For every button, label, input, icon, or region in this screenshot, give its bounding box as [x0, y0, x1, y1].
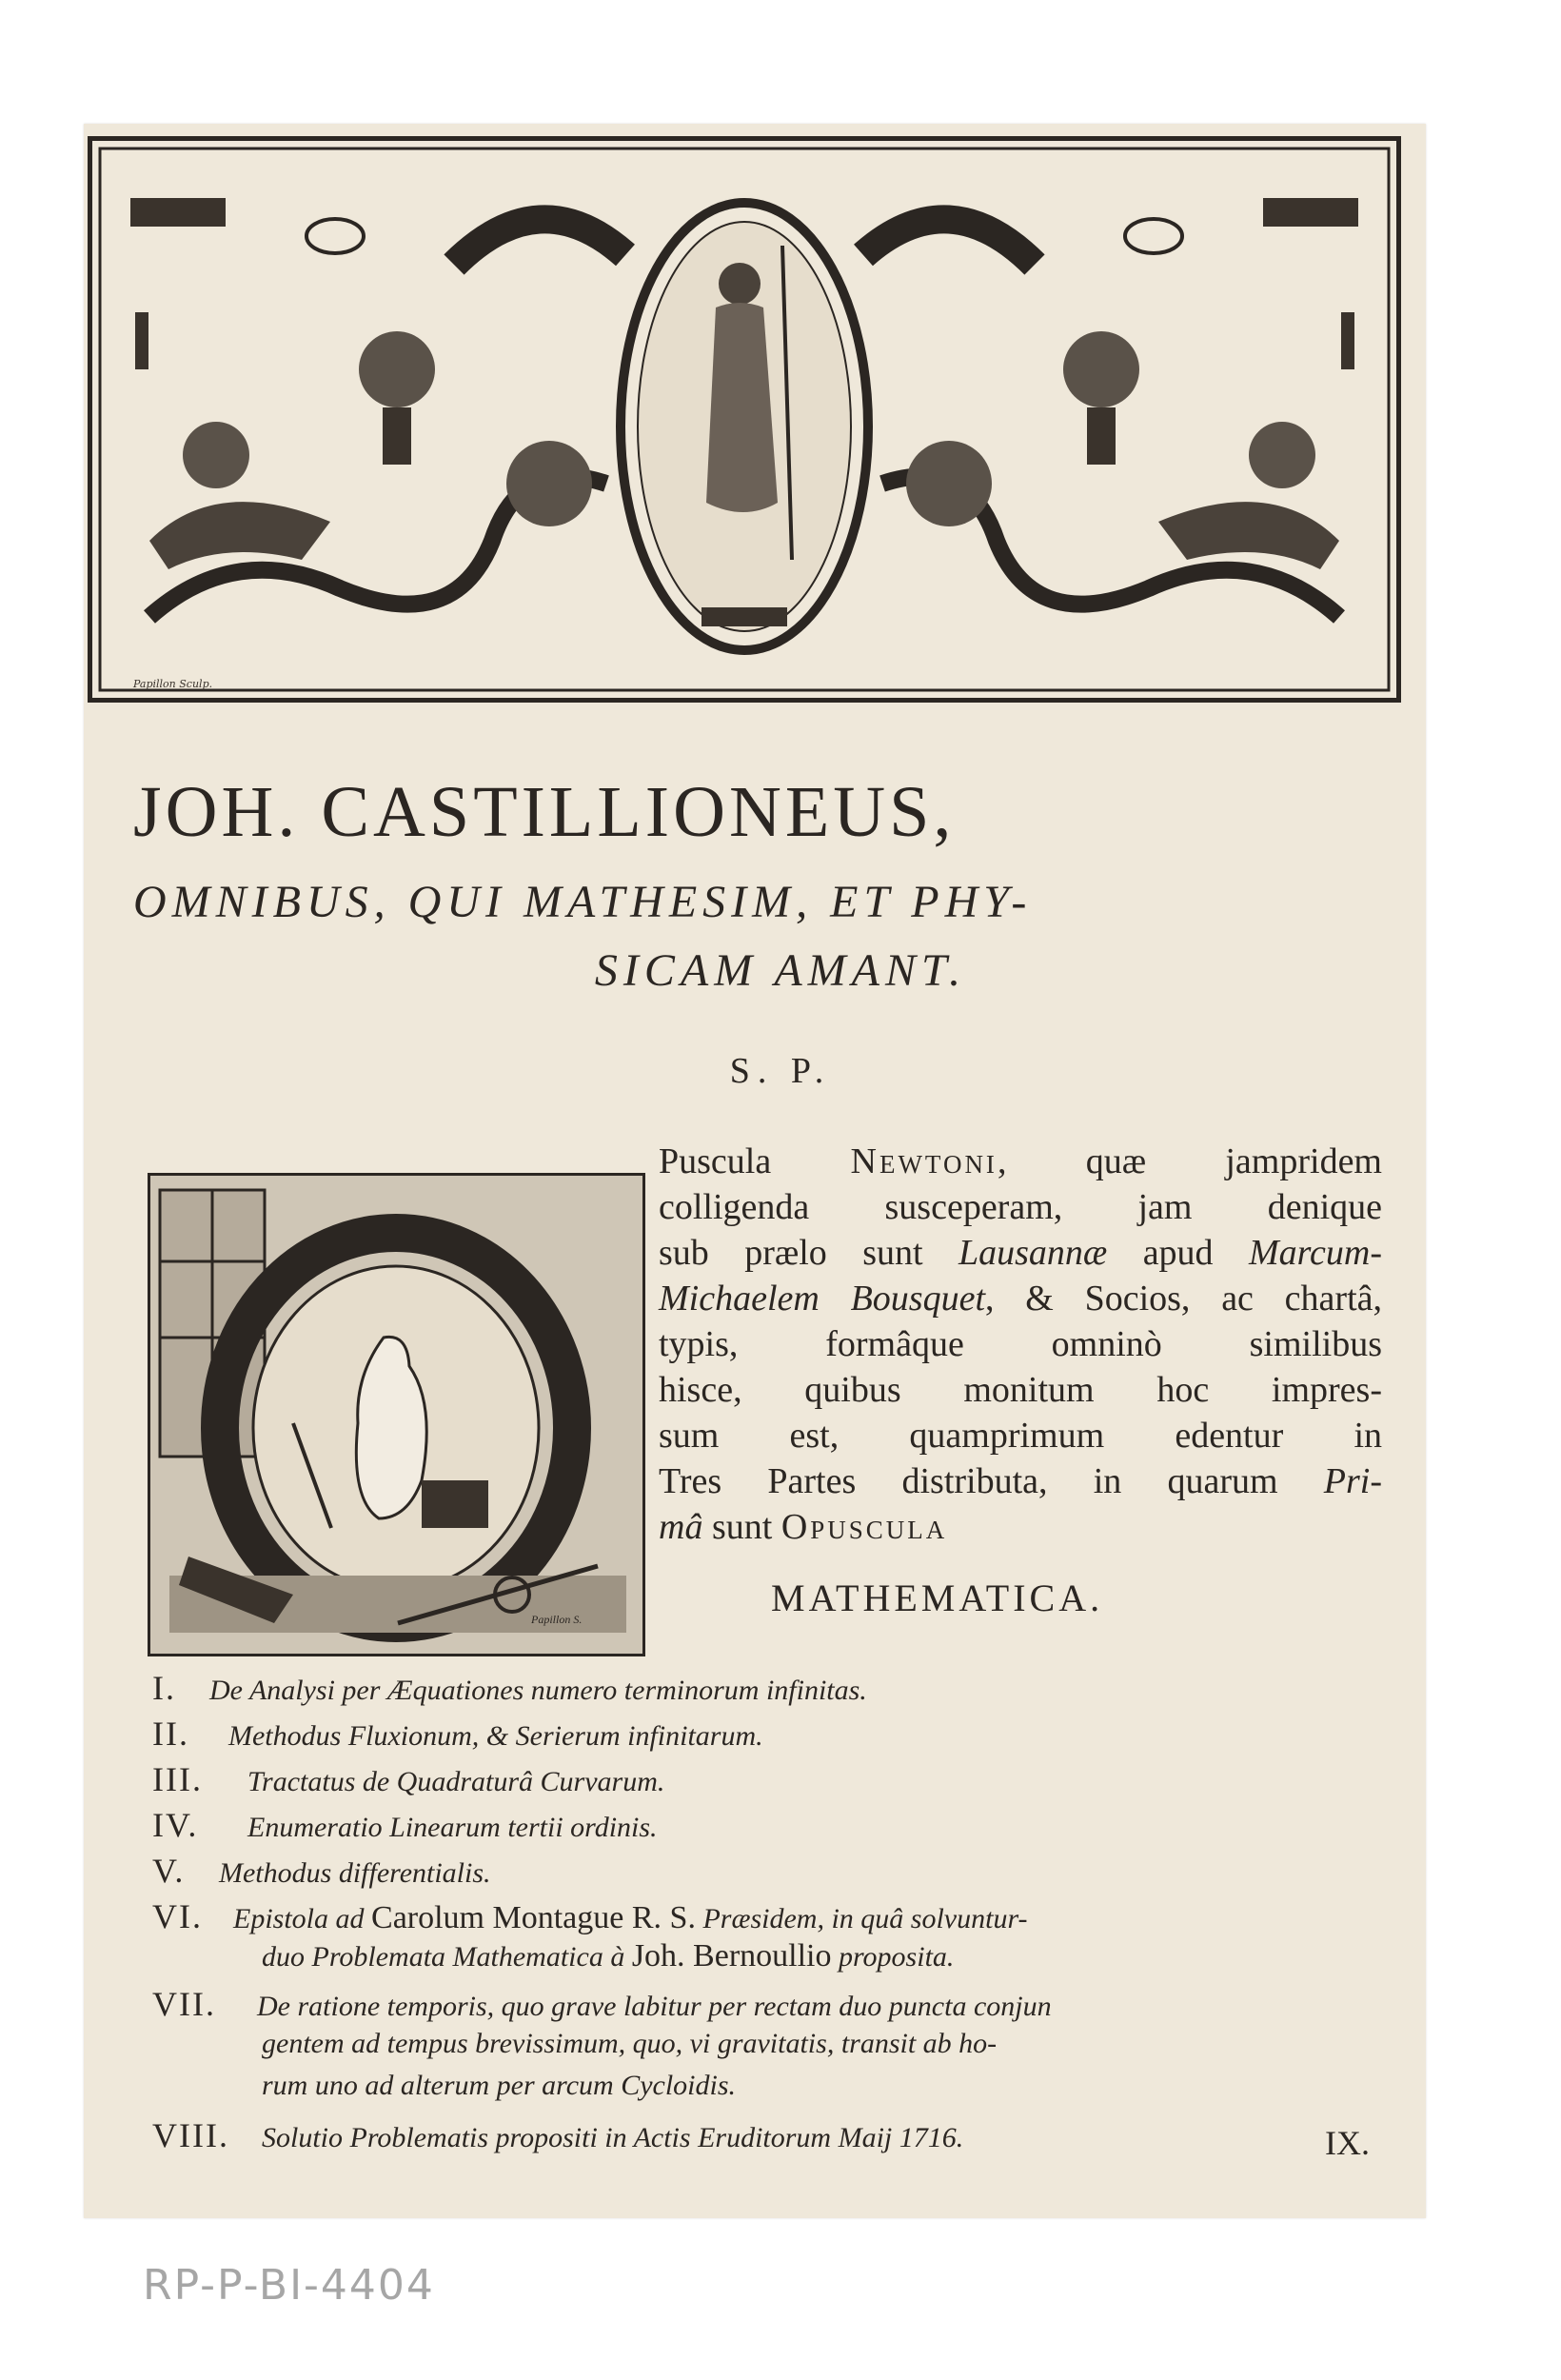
subtitle-line-1: OMNIBUS, QUI MATHESIM, ET PHY- — [133, 877, 1033, 927]
catchword: IX. — [1325, 2124, 1370, 2162]
section-heading: MATHEMATICA. — [771, 1577, 1104, 1619]
paragraph-line-3: sub prælo sunt Lausannæ apud Marcum- — [659, 1233, 1382, 1273]
paragraph-line-2: colligenda susceperam, jam denique — [659, 1187, 1382, 1227]
toc-item-3: III. Tractatus de Quadraturâ Curvarum. — [152, 1760, 665, 1798]
toc-item-5: V. Methodus differentialis. — [152, 1852, 491, 1890]
subtitle-line-2: SICAM AMANT. — [594, 945, 967, 996]
inventory-number: RP-P-BI-4404 — [143, 2261, 435, 2310]
ornamental-headpiece — [88, 136, 1401, 703]
page-title: JOH. CASTILLIONEUS, — [133, 772, 956, 852]
toc-item-8: VIII. Solutio Problematis propositi in Actis Eruditorum Maij 1716. — [152, 2116, 964, 2154]
toc-item-7: VII. De ratione temporis, quo grave labitur per rectam duo puncta conjun — [152, 1985, 1052, 2023]
toc-item-6: VI. Epistola ad Carolum Montague R. S. Præsidem, in quâ solvuntur- — [152, 1897, 1028, 1935]
paragraph-line-1: Puscula Newtoni, quæ jampridem — [659, 1141, 1382, 1181]
salutation: S. P. — [729, 1051, 832, 1091]
headpiece-illustration — [92, 141, 1396, 698]
toc-item-7-continued-2: rum uno ad alterum per arcum Cycloidis. — [262, 2070, 737, 2101]
toc-item-6-continued: duo Problemata Mathematica à Joh. Bernoullio proposita. — [262, 1938, 955, 1973]
paragraph-line-4: Michaelem Bousquet, & Socios, ac chartâ, — [659, 1279, 1382, 1319]
decorated-initial — [148, 1173, 645, 1656]
engraver-signature: Papillon Sculp. — [133, 678, 213, 690]
toc-item-7-continued-1: gentem ad tempus brevissimum, quo, vi gravitatis, transit ab ho- — [262, 2028, 998, 2059]
initial-illustration — [150, 1176, 642, 1654]
initial-signature: Papillon S. — [531, 1613, 583, 1626]
toc-item-4: IV. Enumeratio Linearum tertii ordinis. — [152, 1806, 658, 1844]
paragraph-line-9: mâ sunt Opuscula — [659, 1507, 948, 1547]
toc-item-1: I. De Analysi per Æquationes numero terminorum infinitas. — [152, 1669, 867, 1707]
paragraph-line-8: Tres Partes distributa, in quarum Pri- — [659, 1461, 1382, 1501]
paragraph-line-7: sum est, quamprimum edentur in — [659, 1416, 1382, 1456]
paragraph-line-6: hisce, quibus monitum hoc impres- — [659, 1370, 1382, 1410]
toc-item-2: II. Methodus Fluxionum, & Serierum infinitarum. — [152, 1715, 763, 1753]
paragraph-line-5: typis, formâque omninò similibus — [659, 1324, 1382, 1364]
